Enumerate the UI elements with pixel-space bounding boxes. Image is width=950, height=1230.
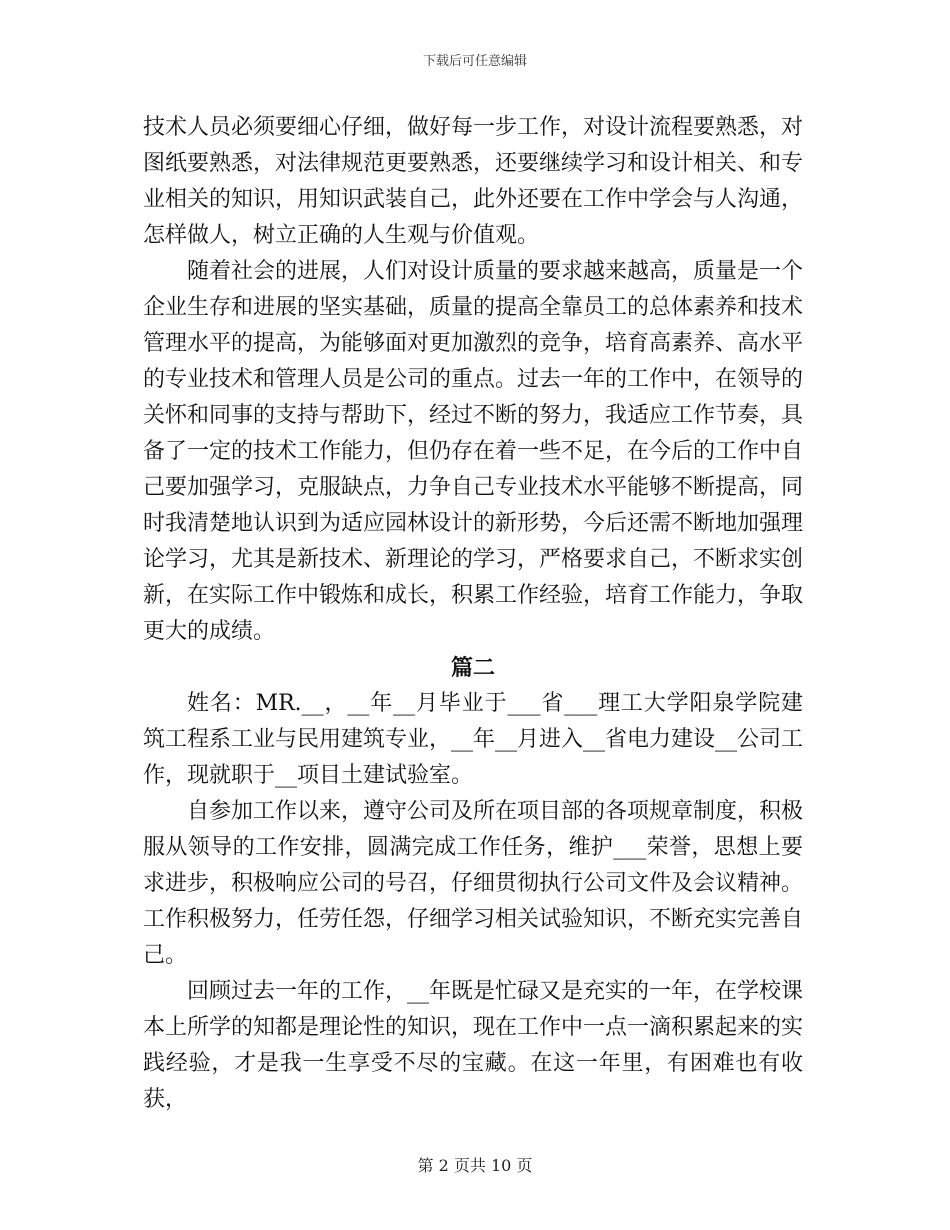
section-paragraph-2: 自参加工作以来，遵守公司及所在项目部的各项规章制度，积极服从领导的工作安排，圆满完成工作任务，维护___荣誉，思想上要求进步，积极响应公司的号召，仔细贯彻执行公司文件及会议精神。工作积极努力，任劳任怨，仔细学习相关试验知识，不断充实完善自己。 [143,799,804,968]
document-body [143,110,803,1118]
section-title: 篇二 [450,655,495,681]
page-footer: 第 2 页共 10 页 [417,1156,533,1175]
paragraph-1: 技术人员必须要细心仔细，做好每一步工作，对设计流程要熟悉，对图纸要熟悉，对法律规范更要熟悉，还要继续学习和设计相关、和专业相关的知识，用知识武装自己，此外还要在工作中学会与人沟通，怎样做人，树立正确的人生观与价值观。 [143,115,804,248]
paragraph-2: 随着社会的进展，人们对设计质量的要求越来越高，质量是一个企业生存和进展的坚实基础，质量的提高全靠员工的总体素养和技术管理水平的提高，为能够面对更加激烈的竞争，培育高素养、高水平的专业技术和管理人员是公司的重点。过去一年的工作中，在领导的关怀和同事的支持与帮助下，经过不断的努力，我适应工作节奏，具备了一定的技术工作能力，但仍存在着一些不足，在今后的工作中自己要加强学习，克服缺点，力争自己专业技术水平能够不断提高，同时我清楚地认识到为适应园林设计的新形势，今后还需不断地加强理论学习，尤其是新技术、新理论的学习，严格要求自己，不断求实创新，在实际工作中锻炼和成长，积累工作经验，培育工作能力，争取更大的成绩。 [143,259,804,644]
section-paragraph-1: 姓名：MR.__，__年__月毕业于___省___理工大学阳泉学院建筑工程系工业与民用建筑专业，__年__月进入__省电力建设__公司工作，现就职于__项目土建试验室。 [143,691,804,788]
page-header: 下载后可任意编辑 [422,54,527,69]
section-paragraph-3: 回顾过去一年的工作，__年既是忙碌又是充实的一年，在学校课本上所学的知都是理论性的知识，现在工作中一点一滴积累起来的实践经验，才是我一生享受不尽的宝藏。在这一年里，有困难也有收获， [143,979,804,1112]
